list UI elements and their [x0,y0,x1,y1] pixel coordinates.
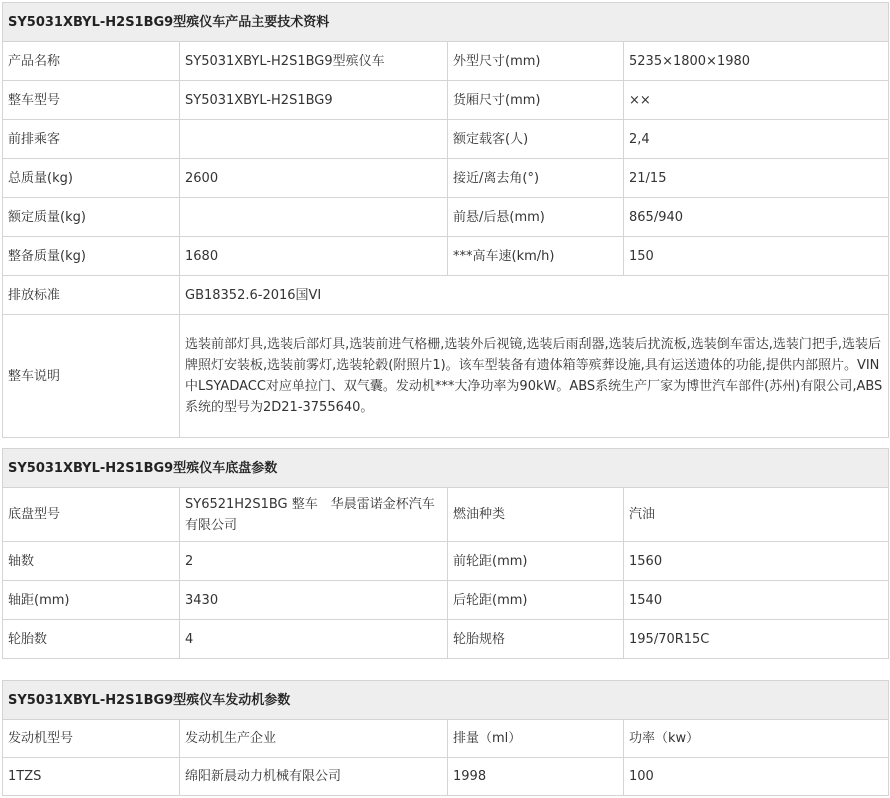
spec-value: 1680 [180,237,448,276]
spec-label: 前悬/后悬(mm) [448,198,624,237]
chassis-value: 2 [180,542,448,581]
spec-label: 整车型号 [3,81,180,120]
spec-label: 额定载客(人) [448,120,624,159]
engine-header: 功率（kw） [624,720,889,758]
spec-value: 21/15 [624,159,889,198]
table-row [3,159,889,198]
spec-label: 总质量(kg) [3,159,180,198]
spec-value: 2,4 [624,120,889,159]
chassis-title: SY5031XBYL-H2S1BG9型殡仪车底盘参数 [3,449,889,488]
spec-value: 865/940 [624,198,889,237]
chassis-value: 汽油 [624,488,889,542]
engine-table [2,680,889,796]
engine-header: 发动机型号 [3,720,180,758]
emission-label: 排放标准 [3,276,180,315]
chassis-label: 轮胎数 [3,620,180,659]
table-header-row [3,720,889,758]
spec-value: 2600 [180,159,448,198]
table-row [3,237,889,276]
table-row [3,276,889,315]
table-row [3,542,889,581]
chassis-value: 4 [180,620,448,659]
table-row [3,315,889,438]
engine-value: 100 [624,758,889,796]
chassis-table [2,448,889,659]
engine-value: 1TZS [3,758,180,796]
chassis-label: 轴数 [3,542,180,581]
chassis-value: 1560 [624,542,889,581]
spec-label: 接近/离去角(°) [448,159,624,198]
spec-label: ***高车速(km/h) [448,237,624,276]
engine-title: SY5031XBYL-H2S1BG9型殡仪车发动机参数 [3,681,889,720]
chassis-label: 前轮距(mm) [448,542,624,581]
chassis-value: 1540 [624,581,889,620]
spec-value: SY5031XBYL-H2S1BG9型殡仪车 [180,42,448,81]
table-row [3,488,889,542]
chassis-label: 底盘型号 [3,488,180,542]
engine-header: 排量（ml） [448,720,624,758]
table-row [3,198,889,237]
spec-value: SY5031XBYL-H2S1BG9 [180,81,448,120]
spec-title: SY5031XBYL-H2S1BG9型殡仪车产品主要技术资料 [3,3,889,42]
chassis-label: 燃油种类 [448,488,624,542]
table-row [3,620,889,659]
emission-value: GB18352.6-2016国VI [180,276,889,315]
chassis-value: 195/70R15C [624,620,889,659]
table-row [3,758,889,796]
spec-value [180,120,448,159]
engine-value: 绵阳新晨动力机械有限公司 [180,758,448,796]
spec-label: 整备质量(kg) [3,237,180,276]
description-value: 选装前部灯具,选装后部灯具,选装前进气格栅,选装外后视镜,选装后雨刮器,选装后扰流板,选装倒车雷达,选装门把手,选装后牌照灯安装板,选装前雾灯,选装轮毂(附照片1)。该车型装备有遗体箱等殡葬设施,具有运送遗体的功能,提供内部照片。VIN中LSYADACC对应单拉门、双气囊。发动机***大净功率为90kW。ABS系统生产厂家为博世汽车部件(苏州)有限公司,ABS系统的型号为2D21-3755640。 [180,315,889,438]
chassis-value: 3430 [180,581,448,620]
spec-value [180,198,448,237]
spec-label: 货厢尺寸(mm) [448,81,624,120]
table-row [3,581,889,620]
spec-value: 150 [624,237,889,276]
table-row [3,42,889,81]
spec-label: 外型尺寸(mm) [448,42,624,81]
chassis-label: 后轮距(mm) [448,581,624,620]
spec-label: 产品名称 [3,42,180,81]
engine-value: 1998 [448,758,624,796]
spec-table [2,2,889,438]
spec-label: 额定质量(kg) [3,198,180,237]
chassis-label: 轮胎规格 [448,620,624,659]
description-label: 整车说明 [3,315,180,438]
chassis-label: 轴距(mm) [3,581,180,620]
spec-label: 前排乘客 [3,120,180,159]
table-row [3,120,889,159]
table-row [3,81,889,120]
spec-value: ×× [624,81,889,120]
spec-value: 5235×1800×1980 [624,42,889,81]
engine-header: 发动机生产企业 [180,720,448,758]
chassis-value: SY6521H2S1BG 整车 华晨雷诺金杯汽车有限公司 [180,488,448,542]
